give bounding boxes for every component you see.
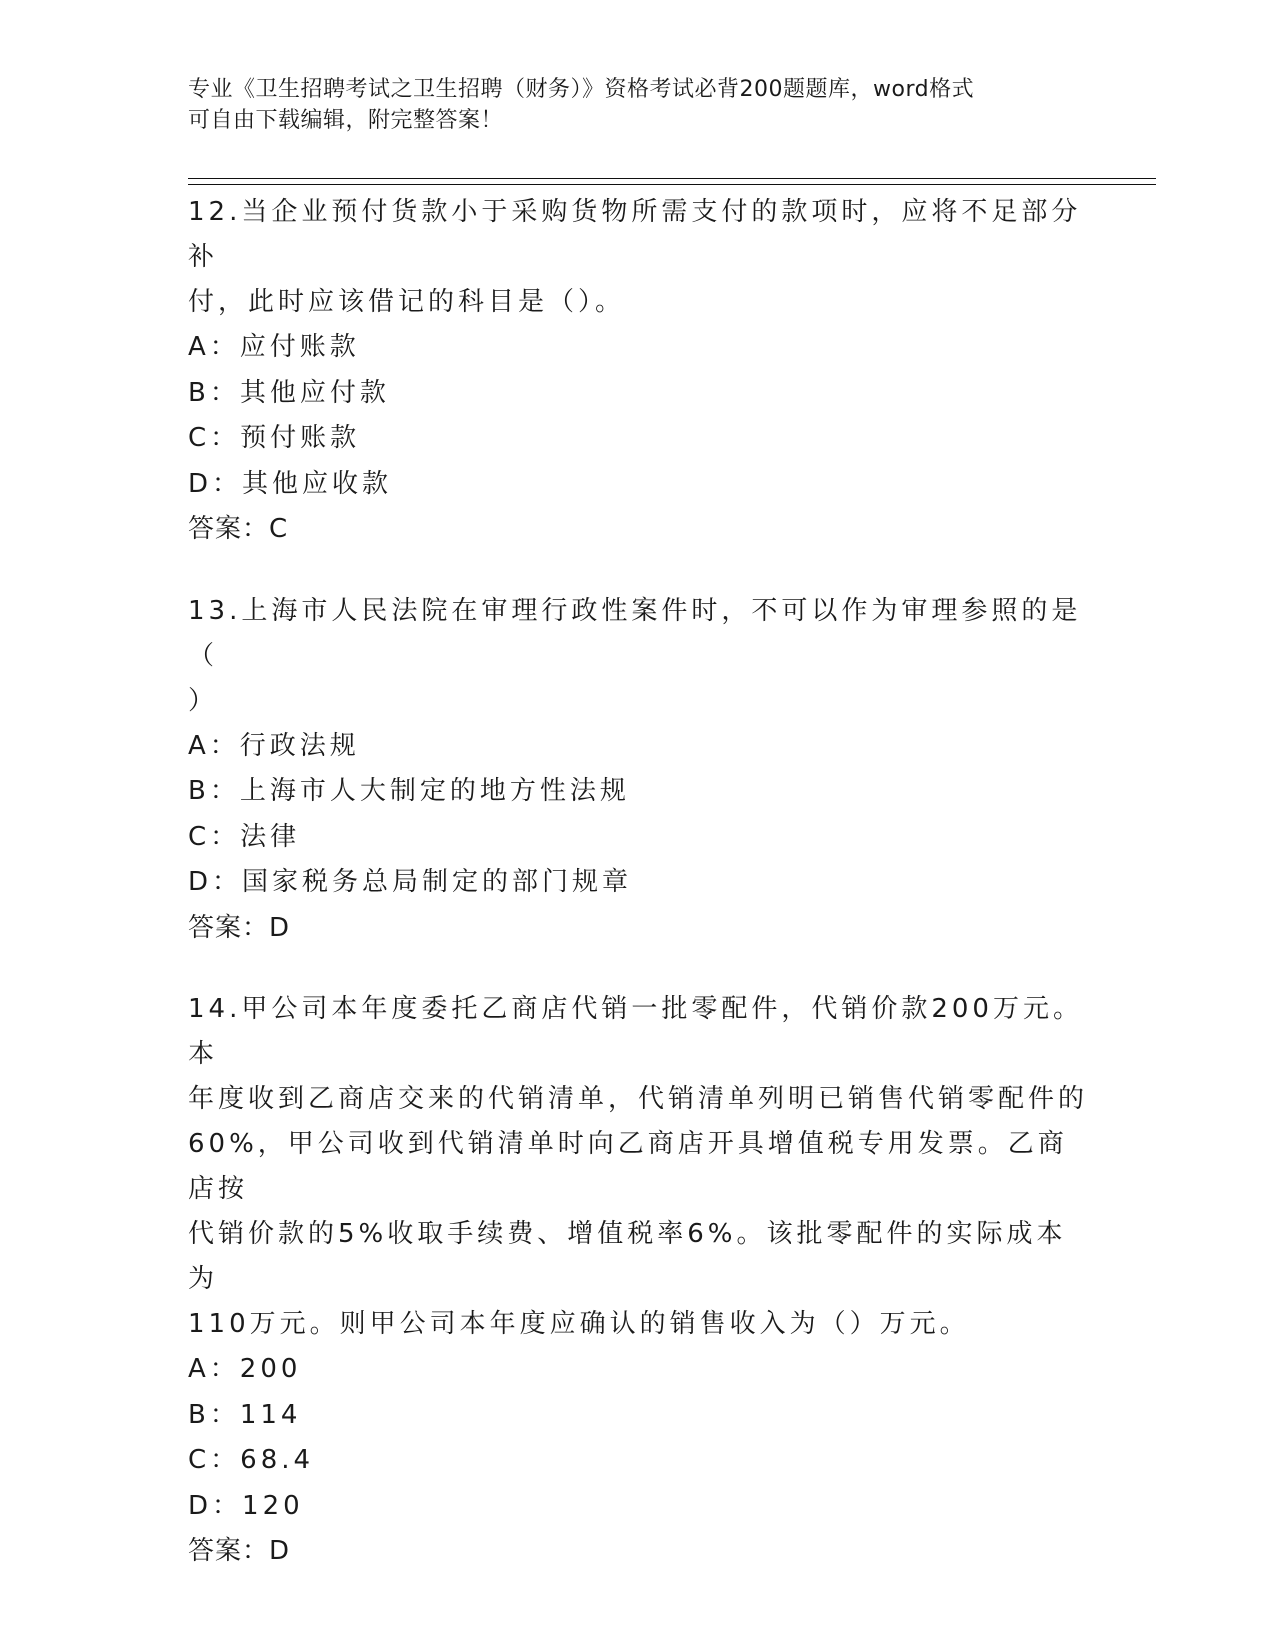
question-text-line: 13.上海市人民法院在审理行政性案件时，不可以作为审理参照的是（ [188, 595, 1082, 671]
question-text-line: 14.甲公司本年度委托乙商店代销一批零配件，代销价款200万元。本 [188, 994, 1083, 1069]
option-b: B：上海市人大制定的地方性法规 [188, 776, 630, 806]
question-text-line: 60%，甲公司收到代销清单时向乙商店开具增值税专用发票。乙商店按 [188, 1129, 1068, 1204]
option-c: C：预付账款 [188, 423, 361, 453]
header-line-1: 专业《卫生招聘考试之卫生招聘（财务）》资格考试必背200题题库，word格式 [188, 77, 975, 102]
option-a: A：200 [188, 1354, 302, 1384]
option-d: D：120 [188, 1490, 304, 1521]
option-c: C：法律 [188, 821, 301, 852]
option-b: B：114 [188, 1399, 302, 1430]
option-c: C：68.4 [188, 1445, 315, 1475]
answer-line: 答案：C [188, 514, 289, 544]
question-text-line: 代销价款的5%收取手续费、增值税率6%。该批零配件的实际成本为 [188, 1219, 1067, 1294]
question-12 [188, 190, 1088, 553]
question-14 [188, 987, 1088, 1575]
answer-line: 答案：D [188, 912, 291, 943]
option-a: A：应付账款 [188, 332, 360, 362]
question-list [188, 190, 1088, 1611]
question-text-line: 年度收到乙商店交来的代销清单，代销清单列明已销售代销零配件的 [188, 1084, 1089, 1114]
document-header [188, 74, 1068, 136]
question-text-line: ） [188, 685, 219, 716]
question-13 [188, 589, 1088, 952]
header-line-2: 可自由下载编辑，附完整答案！ [188, 108, 504, 133]
header-divider-top [188, 178, 1156, 179]
question-text-line: 付，此时应该借记的科目是（）。 [188, 287, 626, 317]
option-b: B：其他应付款 [188, 377, 390, 408]
option-d: D：国家税务总局制定的部门规章 [188, 867, 633, 897]
header-divider-bottom [188, 184, 1156, 185]
answer-line: 答案：D [188, 1536, 291, 1566]
option-d: D：其他应收款 [188, 468, 393, 499]
question-text-line: 110万元。则甲公司本年度应确认的销售收入为（）万元。 [188, 1309, 970, 1339]
question-text-line: 12.当企业预付货款小于采购货物所需支付的款项时，应将不足部分补 [188, 197, 1082, 272]
option-a: A：行政法规 [188, 730, 360, 761]
